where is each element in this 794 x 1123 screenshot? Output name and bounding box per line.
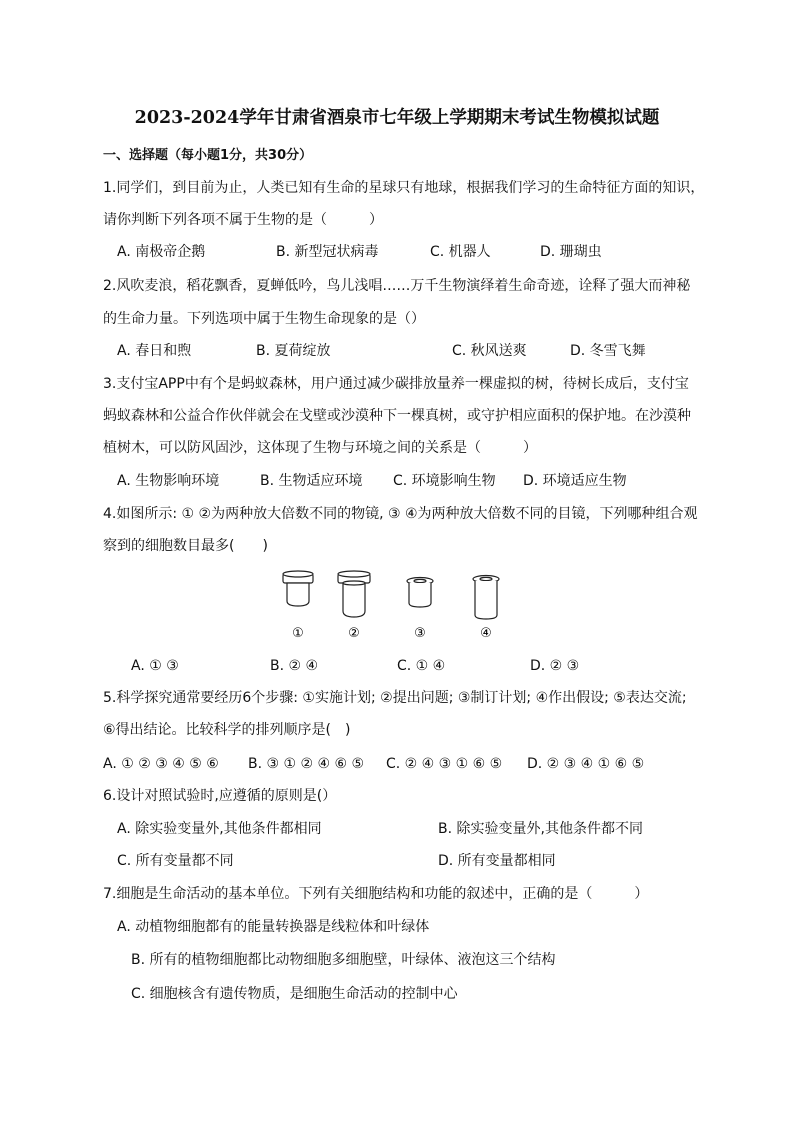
question-3-stem-cont: 蚂蚁森林和公益合作伙伴就会在戈壁或沙漠种下一棵真树，或守护相应面积的保护地。在沙漠种 <box>103 408 691 424</box>
question-2-option-a: A. 春日和煦 <box>117 343 192 359</box>
question-6-option-c: C. 所有变量都不同 <box>117 853 234 869</box>
question-5-option-c: C. ② ④ ③ ① ⑥ ⑤ <box>386 756 503 772</box>
question-5-option-d: D. ② ③ ④ ① ⑥ ⑤ <box>527 756 645 772</box>
eyepiece-lens-short <box>407 578 433 608</box>
question-4-option-d: D. ② ③ <box>530 658 580 674</box>
question-1-stem: 1.同学们，到目前为止，人类已知有生命的星球只有地球，根据我们学习的生命特征方面的知识， <box>103 180 705 196</box>
lens-label-1: ① <box>292 626 304 641</box>
question-4-option-a: A. ① ③ <box>131 658 179 674</box>
question-4-option-b: B. ② ④ <box>270 658 319 674</box>
eyepiece-lens-long <box>473 576 499 620</box>
question-1-option-c: C. 机器人 <box>430 244 491 260</box>
question-2-option-b: B. 夏荷绽放 <box>256 343 331 359</box>
question-4-stem-cont: 察到的细胞数目最多( ) <box>103 538 268 554</box>
section-heading: 一、选择题（每小题1分，共30分） <box>103 148 313 163</box>
question-7-stem: 7.细胞是生命活动的基本单位。下列有关细胞结构和功能的叙述中，正确的是（ ） <box>103 886 649 902</box>
objective-lens-short <box>283 571 313 606</box>
question-5-stem: 5.科学探究通常要经历6个步骤: ①实施计划; ②提出问题; ③制订计划; ④作出假设; ⑤表达交流; <box>103 690 687 706</box>
lens-label-2: ② <box>348 626 360 641</box>
page-title: 2023-2024学年甘肃省酒泉市七年级上学期期末考试生物模拟试题 <box>134 108 660 128</box>
question-5-option-a: A. ① ② ③ ④ ⑤ ⑥ <box>103 756 219 772</box>
question-2-stem: 2.风吹麦浪，稻花飘香，夏蝉低吟，鸟儿浅唱……万千生物演绎着生命奇迹，诠释了强大而神秘 <box>103 278 691 294</box>
question-7-option-a: A. 动植物细胞都有的能量转换器是线粒体和叶绿体 <box>117 919 430 935</box>
question-6-option-a: A. 除实验变量外,其他条件都相同 <box>117 821 322 837</box>
question-3-option-d: D. 环境适应生物 <box>523 473 627 489</box>
question-4-stem: 4.如图所示: ① ②为两种放大倍数不同的物镜, ③ ④为两种放大倍数不同的目镜，下列哪种组合观 <box>103 506 698 522</box>
question-5-stem-cont: ⑥得出结论。比较科学的排列顺序是( ) <box>103 722 351 738</box>
question-7-option-c: C. 细胞核含有遗传物质，是细胞生命活动的控制中心 <box>131 986 458 1002</box>
lens-figure <box>272 569 502 641</box>
question-3-option-c: C. 环境影响生物 <box>393 473 496 489</box>
question-6-stem: 6.设计对照试验时,应遵循的原则是(） <box>103 788 337 804</box>
question-3-stem-cont2: 植树木，可以防风固沙，这体现了生物与环境之间的关系是（ ） <box>103 440 537 456</box>
question-2-option-d: D. 冬雪飞舞 <box>570 343 646 359</box>
question-6-option-d: D. 所有变量都相同 <box>438 853 556 869</box>
question-4-option-c: C. ① ④ <box>397 658 446 674</box>
question-1-option-d: D. 珊瑚虫 <box>540 244 602 260</box>
question-6-option-b: B. 除实验变量外,其他条件都不同 <box>438 821 643 837</box>
question-3-option-b: B. 生物适应环境 <box>260 473 363 489</box>
question-7-option-b: B. 所有的植物细胞都比动物细胞多细胞壁，叶绿体、液泡这三个结构 <box>131 952 556 968</box>
question-3-stem: 3.支付宝APP中有个是蚂蚁森林，用户通过减少碳排放量养一棵虚拟的树，待树长成后，支付宝 <box>103 376 689 392</box>
question-1-stem-cont: 请你判断下列各项不属于生物的是（ ） <box>103 212 383 228</box>
question-2-option-c: C. 秋风送爽 <box>452 343 527 359</box>
question-3-option-a: A. 生物影响环境 <box>117 473 220 489</box>
lens-label-3: ③ <box>414 626 426 641</box>
question-2-stem-cont: 的生命力量。下列选项中属于生物生命现象的是（） <box>103 311 425 327</box>
question-1-option-b: B. 新型冠状病毒 <box>276 244 379 260</box>
question-5-option-b: B. ③ ① ② ④ ⑥ ⑤ <box>248 756 365 772</box>
lens-label-4: ④ <box>480 626 492 641</box>
objective-lens-long <box>338 571 370 617</box>
question-1-option-a: A. 南极帝企鹅 <box>117 244 206 260</box>
